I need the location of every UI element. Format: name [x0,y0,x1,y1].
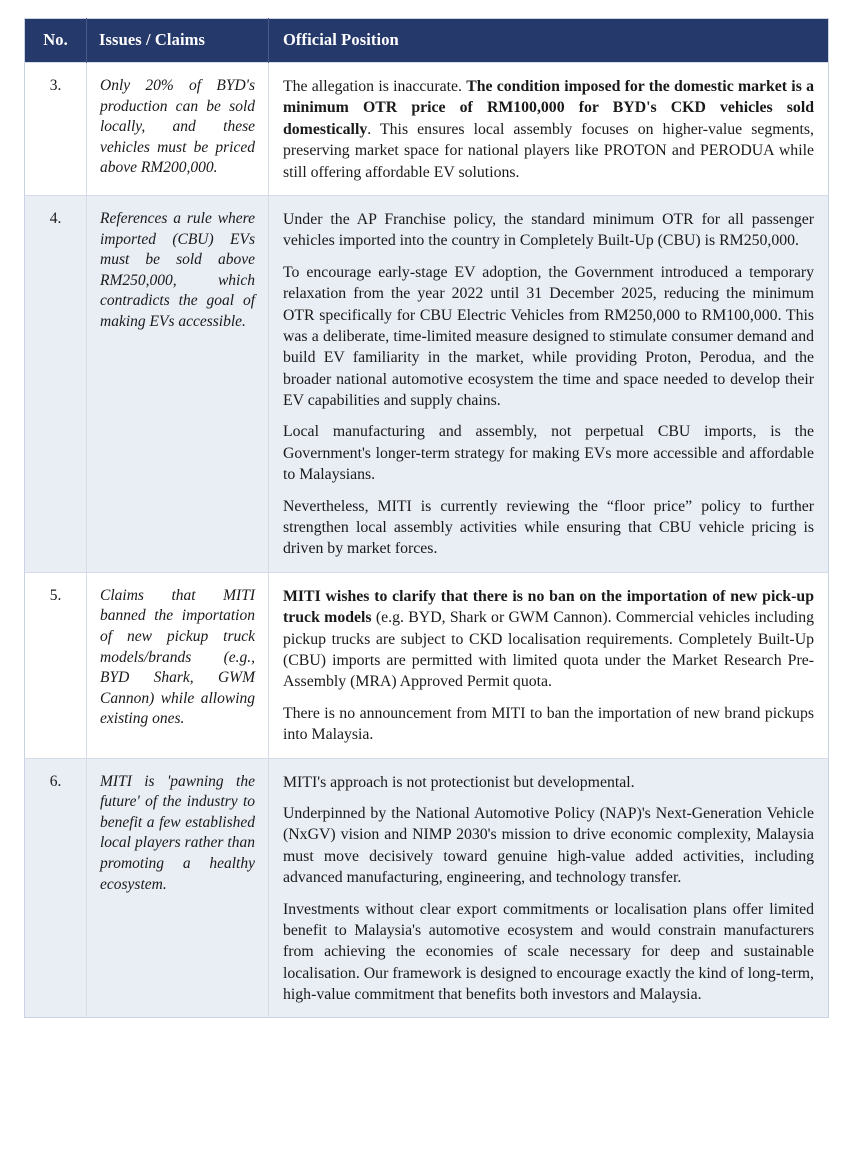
table-body [25,63,829,1018]
position-paragraph [283,421,814,485]
table-row [25,195,829,572]
issue-claim-text: Only 20% of BYD's production can be sold locally, and these vehicles must be priced above RM200,000. [87,63,269,196]
position-paragraph [283,262,814,412]
body-text: Under the AP Franchise policy, the standard minimum OTR for all passenger vehicles imported into the country in Completely Built-Up (CBU) is RM250,000. [283,210,814,250]
body-text: The allegation is inaccurate. [283,78,467,95]
table-row [25,572,829,758]
position-paragraph [283,209,814,252]
column-header-issues-claims: Issues / Claims [87,19,269,63]
table-header-row [25,19,829,63]
column-header-official-position: Official Position [269,19,829,63]
body-text: To encourage early-stage EV adoption, the Government introduced a temporary relaxation from the year 2022 until 31 December 2025, reducing the minimum OTR specifically for CBU Electric Vehicles from RM250,000 to RM100,000. This was a deliberate, time-limited measure designed to stimulate consumer demand and build EV familiarity in the market, while providing Proton, Perodua, and the broader national automotive ecosystem the time and space needed to develop their EV capabilities and supply chains. [283,263,814,410]
table-row [25,758,829,1018]
row-number: 3. [25,63,87,196]
row-number: 6. [25,758,87,1018]
body-text: There is no announcement from MITI to ban the importation of new brand pickups into Malaysia. [283,704,814,744]
official-position-text [269,63,829,196]
emphasis-text: MITI wishes to clarify that there is no ban on the importation of new pick-up truck models [283,587,814,627]
body-text: MITI's approach is not protectionist but developmental. [283,773,635,791]
row-number: 4. [25,195,87,572]
column-header-no: No. [25,19,87,63]
official-position-text [269,195,829,572]
issue-claim-text: Claims that MITI banned the importation of new pickup truck models/brands (e.g., BYD Shark, GWM Cannon) while allowing existing ones. [87,572,269,758]
table-header [25,19,829,63]
position-paragraph [283,803,814,889]
position-paragraph [283,899,814,1006]
issue-claim-text: References a rule where imported (CBU) EVs must be sold above RM250,000, which contradicts the goal of making EVs accessible. [87,195,269,572]
body-text: Local manufacturing and assembly, not perpetual CBU imports, is the Government's longer-term strategy for making EVs more accessible and affordable to Malaysians. [283,423,814,484]
table-row [25,63,829,196]
body-text: Underpinned by the National Automotive Policy (NAP)'s Next-Generation Vehicle (NxGV) vision and NIMP 2030's mission to drive economic complexity, Malaysia must move decisively toward genuine high-value added activities, including advanced manufacturing, engineering, and technology transfer. [283,804,814,887]
position-paragraph [283,703,814,746]
position-paragraph [283,496,814,560]
position-paragraph [283,76,814,183]
issues-claims-table [24,18,829,1018]
body-text: . This ensures local assembly focuses on higher-value segments, preserving market space for national players like PROTON and PERODUA while still offering affordable EV solutions. [283,120,814,181]
official-position-text [269,572,829,758]
official-position-text [269,758,829,1018]
issue-claim-text: MITI is 'pawning the future' of the industry to benefit a few established local players rather than promoting a healthy ecosystem. [87,758,269,1018]
position-paragraph [283,772,814,793]
row-number: 5. [25,572,87,758]
body-text: Nevertheless, MITI is currently reviewing the “floor price” policy to further strengthen local assembly activities while ensuring that CBU vehicle pricing is driven by market forces. [283,497,814,558]
body-text: Investments without clear export commitments or localisation plans offer limited benefit to Malaysia's automotive ecosystem and would constrain manufacturers from achieving the economies of scale necessary for deep and sustainable localisation. Our framework is designed to encourage exactly the kind of long-term, high-value commitment that benefits both investors and Malaysia. [283,900,814,1004]
body-text: (e.g. BYD, Shark or GWM Cannon). Commercial vehicles including pickup trucks are subject to CKD localisation requirements. Completely Built-Up (CBU) imports are permitted with limited quota under the Market Research Pre-Assembly (MRA) Approved Permit quota. [283,609,814,691]
emphasis-text: The condition imposed for the domestic market is a minimum OTR price of RM100,000 for BYD's CKD vehicles sold domestically [283,78,814,138]
position-paragraph [283,586,814,693]
